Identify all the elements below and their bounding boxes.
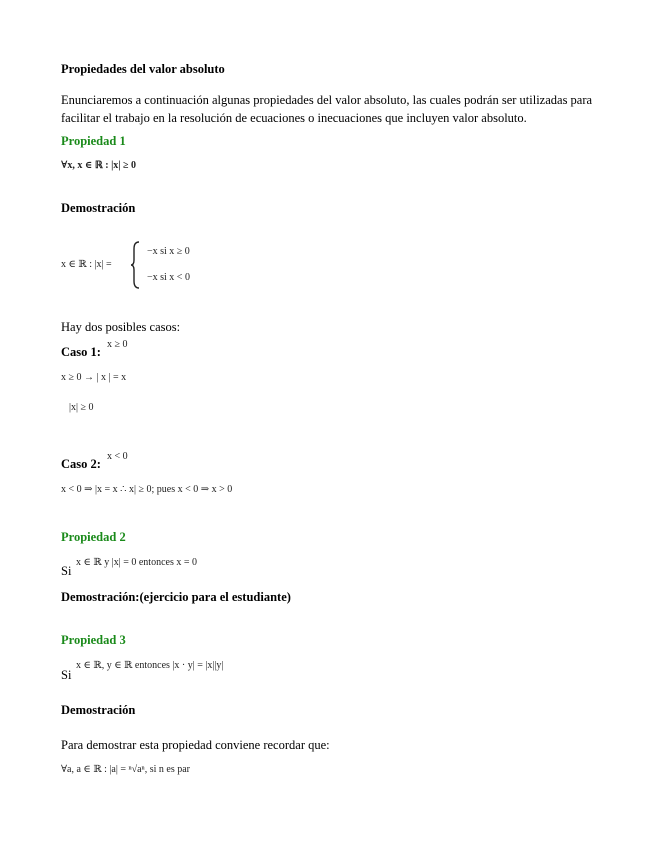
recall-text: Para demostrar esta propiedad conviene recordar que:: [61, 738, 330, 752]
demo-heading-1: Demostración: [61, 201, 136, 215]
property-1-formula: ∀x, x ∈ ℝ : |x| ≥ 0: [61, 160, 136, 171]
case-2-step: x < 0 ⇒ |x = x ∴ x| ≥ 0; pues x < 0 ⇒ x > 0: [61, 484, 233, 495]
case-1-step: x ≥ 0 → | x | = x: [61, 372, 127, 383]
case-1-label: Caso 1:: [61, 345, 101, 359]
property-2-heading: Propiedad 2: [61, 530, 126, 544]
intro-paragraph: Enunciaremos a continuación algunas propiedades del valor absoluto, las cuales podrán ser utilizadas para facilitar el trabajo en la resolución de ecuaciones o inecuaciones que incluyen valor absoluto.: [61, 93, 593, 125]
case-2-condition: x < 0: [107, 451, 128, 462]
left-brace: [131, 241, 141, 289]
abs-definition-lhs: x ∈ ℝ : |x| =: [61, 259, 112, 270]
property-2-formula: x ∈ ℝ y |x| = 0 entonces x = 0: [76, 557, 197, 568]
page-title: Propiedades del valor absoluto: [61, 62, 225, 76]
property-1-heading: Propiedad 1: [61, 134, 126, 148]
cases-intro: Hay dos posibles casos:: [61, 320, 181, 334]
property-2-si: Si: [61, 564, 72, 578]
property-3-si: Si: [61, 668, 72, 682]
recall-formula: ∀a, a ∈ ℝ : |a| = ⁿ√aⁿ, si n es par: [61, 764, 190, 775]
demo-heading-3: Demostración: [61, 703, 136, 717]
case-1-result: |x| ≥ 0: [69, 402, 94, 413]
abs-definition-case-2: −x si x < 0: [147, 272, 190, 283]
property-3-heading: Propiedad 3: [61, 633, 126, 647]
case-1-condition: x ≥ 0: [107, 339, 128, 350]
property-3-formula: x ∈ ℝ, y ∈ ℝ entonces |x · y| = |x||y|: [76, 660, 224, 671]
property-2-demo-heading: Demostración:(ejercicio para el estudiante): [61, 590, 291, 604]
abs-definition-case-1: −x si x ≥ 0: [147, 246, 190, 257]
case-2-label: Caso 2:: [61, 457, 101, 471]
